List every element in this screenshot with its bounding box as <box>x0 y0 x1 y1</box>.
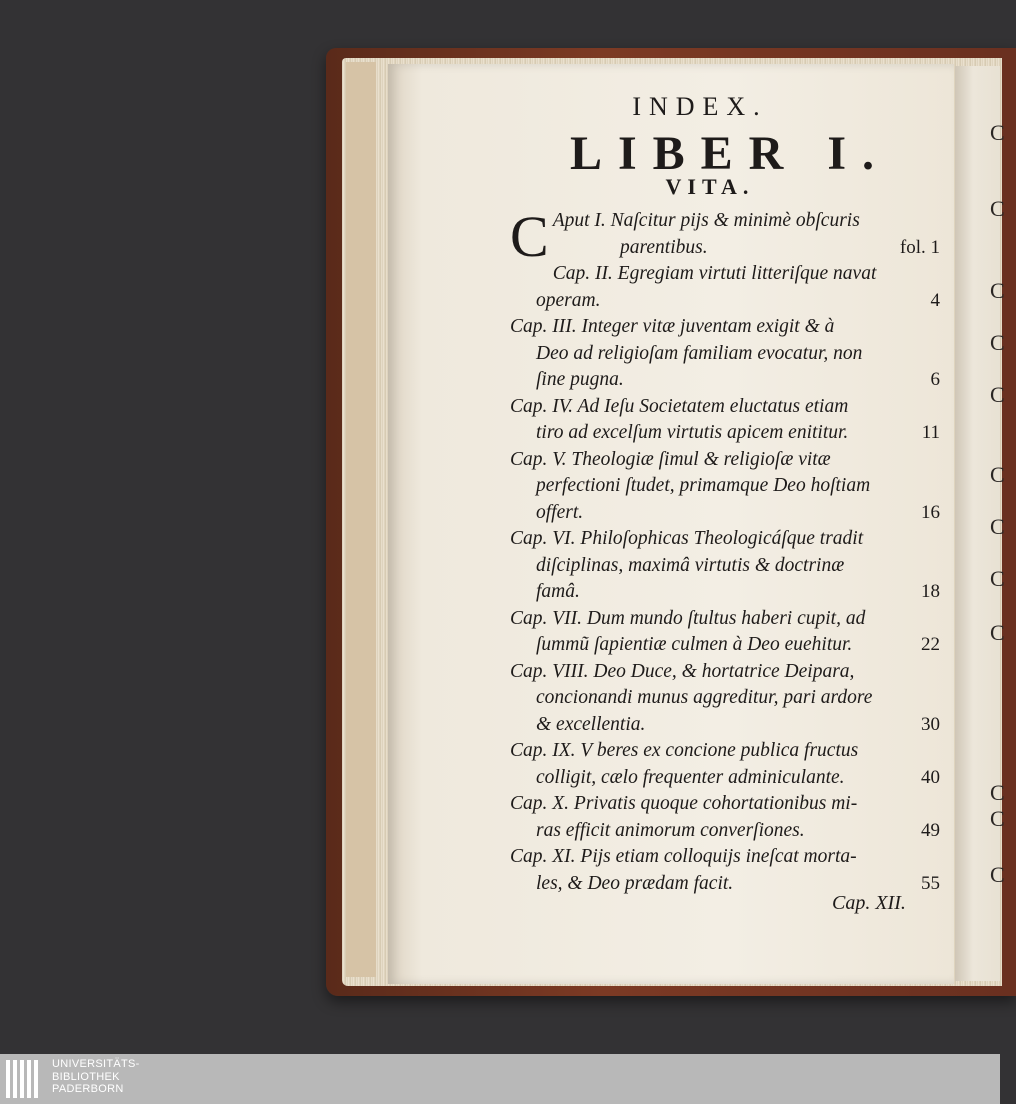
index-entry <box>510 526 940 606</box>
facing-mark: C <box>990 566 1005 591</box>
entry-line: Cap. VIII. Deo Duce, & hortatrice Deipara, <box>510 660 855 682</box>
facing-mark: C <box>990 382 1005 407</box>
facing-mark: C <box>990 806 1005 831</box>
logo-line: PADERBORN <box>52 1083 124 1095</box>
logo-line: BIBLIOTHEK <box>52 1070 120 1083</box>
facing-mark: C <box>990 862 1005 887</box>
facing-mark: C <box>990 780 1005 805</box>
entry-line: Cap. XI. Pijs etiam colloquijs ineſcat morta- <box>510 846 857 867</box>
facing-mark: C <box>990 620 1005 645</box>
entry-line <box>510 367 940 394</box>
facing-mark: C <box>990 120 1005 145</box>
entry-line: concionandi munus aggreditur, pari ardore <box>536 687 873 708</box>
entry-line <box>510 632 940 659</box>
entry-line <box>510 420 940 447</box>
page-number: 55 <box>921 872 940 894</box>
page-number: 49 <box>921 819 940 841</box>
entry-line: Cap. IV. Ad Ieſu Societatem eluctatus etiam <box>510 395 849 417</box>
drop-cap: C <box>510 204 549 269</box>
facing-mark: C <box>990 462 1005 487</box>
facing-mark: C <box>990 196 1005 221</box>
facing-mark: C <box>990 330 1005 355</box>
page-number: 18 <box>921 581 940 602</box>
index-entry <box>510 606 940 659</box>
entry-line-text: parentibus. <box>620 236 708 258</box>
entry-line: perfectioni ſtudet, primamque Deo hoſtiam <box>536 475 871 496</box>
entry-line: Cap. X. Privatis quoque cohortationibus mi- <box>510 793 858 814</box>
entry-line: Cap. IX. V beres ex concione publica fructus <box>510 740 859 761</box>
entry-line: Cap. VII. Dum mundo ſtultus haberi cupit, ad <box>510 607 866 629</box>
entry-line: Cap. II. Egregiam virtuti litteriſque navat <box>552 263 877 284</box>
facing-mark: C <box>990 278 1005 303</box>
entry-line <box>510 712 940 739</box>
page-number: fol. 1 <box>899 236 940 258</box>
page-number: 22 <box>921 634 940 655</box>
entry-line <box>510 765 940 792</box>
entry-line-text: ſummũ ſapientiæ culmen à Deo euehitur. <box>536 634 853 655</box>
index-entry <box>510 447 940 527</box>
index-entries <box>510 204 940 897</box>
catchword: Cap. XII. <box>832 892 906 914</box>
liber-heading: LIBER I. <box>569 127 891 180</box>
page-number: 11 <box>921 422 940 443</box>
index-entry <box>510 261 940 314</box>
index-entry <box>510 738 940 791</box>
page-number: 4 <box>930 289 940 311</box>
entry-line-text: ras efficit animorum converſiones. <box>536 819 805 841</box>
index-entry <box>510 314 940 394</box>
entry-line: Deo ad religioſam familiam evocatur, non <box>536 342 863 364</box>
page-number: 16 <box>921 501 940 523</box>
entry-line: Cap. VI. Philoſophicas Theologicáſque tradit <box>510 528 864 549</box>
footer-bar <box>0 1054 1000 1104</box>
library-logo-icon <box>6 1060 46 1098</box>
page-number: 40 <box>921 766 940 788</box>
entry-line-text: offert. <box>536 501 584 523</box>
entry-line: Aput I. Naſcitur pijs & minimè obſcuris <box>552 210 860 231</box>
entry-line <box>510 235 940 262</box>
entry-line-text: ſine pugna. <box>536 369 624 390</box>
entry-line-text: operam. <box>536 289 601 311</box>
logo-line: UNIVERSITÄTS- <box>52 1058 140 1070</box>
page-number: 6 <box>930 369 940 390</box>
entry-line-text: colligit, cælo frequenter adminiculante. <box>536 766 845 788</box>
page-number: 30 <box>921 713 940 735</box>
entry-line-text: famâ. <box>536 581 580 602</box>
library-logo-text <box>52 1058 140 1096</box>
facing-mark: C <box>990 514 1005 539</box>
entry-line <box>510 579 940 606</box>
entry-line: Cap. III. Integer vitæ juventam exigit & à <box>510 316 835 337</box>
entry-line-text: les, & Deo prædam facit. <box>536 872 734 894</box>
index-entry <box>510 659 940 739</box>
entry-line <box>510 288 940 315</box>
index-entry <box>510 394 940 447</box>
entry-line <box>510 500 940 527</box>
entry-line-text: tiro ad excelſum virtutis apicem enititur. <box>536 422 849 443</box>
entry-line <box>510 818 940 845</box>
entry-line-text: & excellentia. <box>536 713 646 735</box>
flyleaf <box>346 62 376 977</box>
index-entry <box>510 791 940 844</box>
vita-heading: VITA. <box>665 174 755 199</box>
entry-line: Cap. V. Theologiæ ſimul & religioſæ vitæ <box>510 448 831 470</box>
index-heading: INDEX. <box>632 92 768 121</box>
index-entry <box>510 844 940 897</box>
index-entry <box>510 204 940 269</box>
entry-line: diſciplinas, maximâ virtutis & doctrinæ <box>536 554 845 576</box>
